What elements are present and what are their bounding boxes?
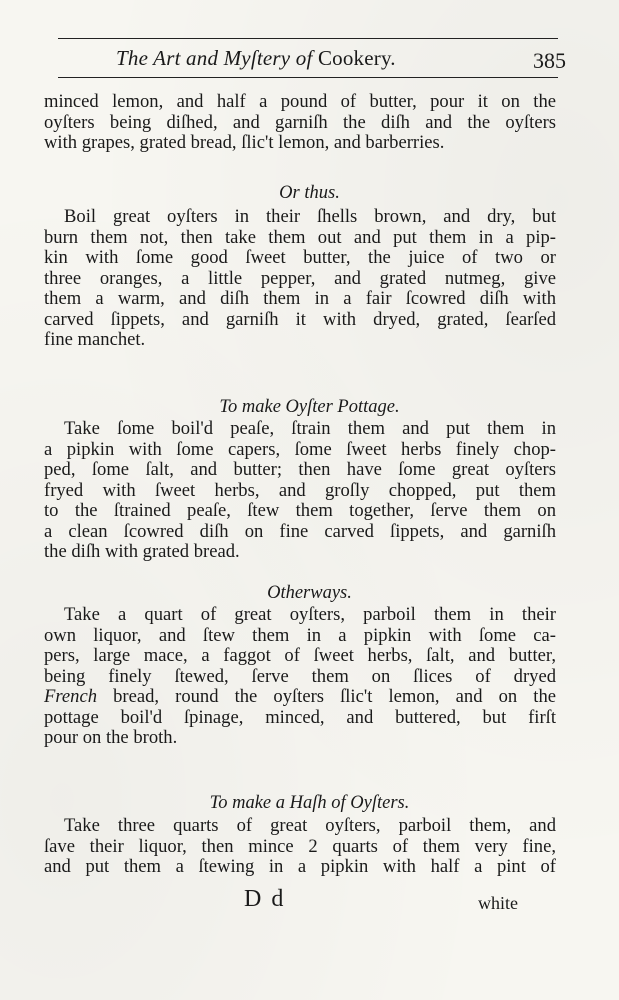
paragraph-continuation: minced lemon, and half a pound of butter, pour it on the oyſters being diſhed, and garniſh the diſh and the oyſters with grapes, grated bread, ſlic't lemon, and barberries. [44,91,556,153]
heading-or-thus: Or thus. [279,183,340,203]
paragraph-otherways: Take a quart of great oyſters, parboil them in their own liquor, and ſtew them in a pipkin with ſome ca- pers, large mace, a faggot of ſweet herbs, ſalt, and butter, being finely ſtewed, ſerve them on ſlices of dryed French bread, round the oyſters ſlic't lemon, and on the pottage boil'd ſpinage, minced, and buttered, but firſt pour on the broth. [44,604,556,748]
head-rule [58,77,558,78]
running-head-title: The Art and Myſtery of Cookery. [116,46,396,70]
italic-french: French [44,686,98,707]
heading-otherways: Otherways. [267,583,352,603]
paragraph-oyster-pottage: Take ſome boil'd peaſe, ſtrain them and put them in a pipkin with ſome capers, ſome ſweet herbs finely chop- ped, ſome ſalt, and butter; then have ſome great oyſters fryed with ſweet herbs, and groſly chopped, put them to the ſtrained peaſe, ſtew them together, ſerve them on a clean ſcowred diſh on fine carved ſippets, and garniſh the diſh with grated bread. [44,418,556,562]
catchword: white [478,893,518,913]
paragraph-or-thus: Boil great oyſters in their ſhells brown, and dry, but burn them not, then take them out and put them in a pip- kin with ſome good ſweet butter, the juice of two or three oranges, a little pepper, and grated nutmeg, give them a warm, and diſh them in a fair ſcowred diſh with carved ſippets, and garniſh it with dryed, grated, ſearſed fine manchet. [44,206,556,350]
heading-oyster-pottage: To make Oyſter Pottage. [219,397,400,417]
paragraph-hash-of-oysters: Take three quarts of great oyſters, parboil them, and ſave their liquor, then mince 2 quarts of them very fine, and put them a ſtewing in a pipkin with half a pint of [44,815,556,877]
heading-hash-of-oysters: To make a Haſh of Oyſters. [209,793,410,813]
line-french-bread: French bread, round the oyſters ſlic't lemon, and on the [44,686,556,707]
signature-mark: D d [244,886,286,912]
top-rule [58,38,558,39]
page-number: 385 [533,48,566,73]
running-head [58,44,566,78]
